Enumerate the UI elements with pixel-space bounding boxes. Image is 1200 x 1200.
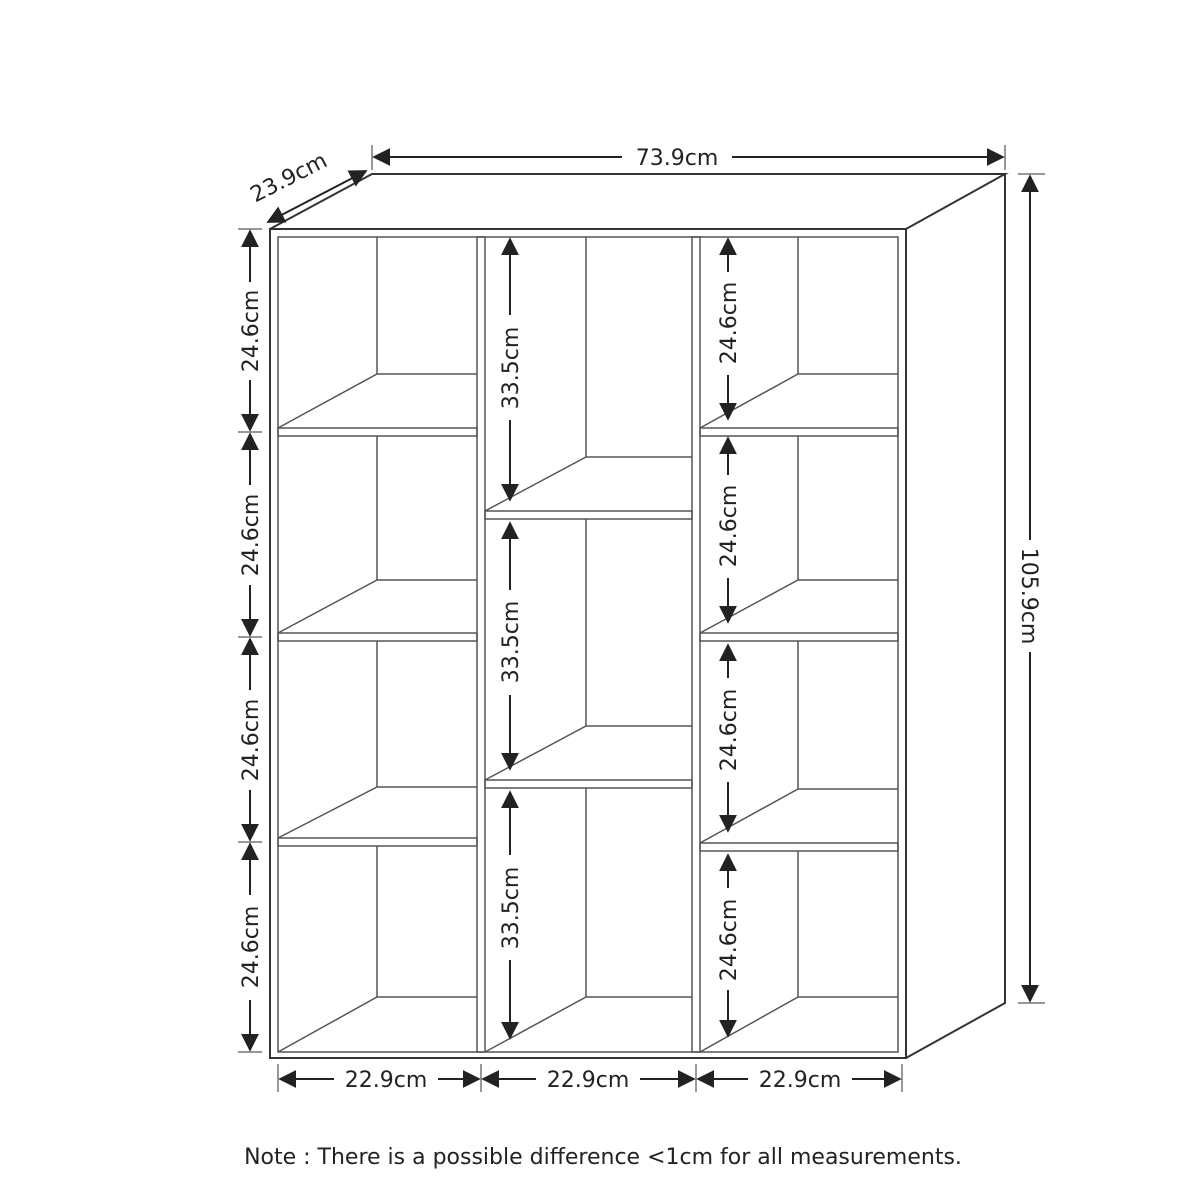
center-row2-label: 33.5cm	[499, 600, 524, 684]
left-row3-label: 24.6cm	[239, 698, 264, 782]
cube-width-right-label: 22.9cm	[758, 1068, 842, 1093]
cube-width-left-label: 22.9cm	[344, 1068, 428, 1093]
front-frame	[270, 229, 906, 1058]
left-row1-label: 24.6cm	[239, 289, 264, 373]
left-column	[278, 237, 477, 1052]
right-row-dimensions	[717, 239, 742, 1036]
center-row3-label: 33.5cm	[499, 866, 524, 950]
height-dimension	[1016, 174, 1045, 1003]
center-row1-label: 33.5cm	[499, 326, 524, 410]
depth-label: 23.9cm	[246, 148, 332, 209]
right-row2-label: 24.6cm	[717, 484, 742, 568]
left-row-dimensions	[238, 229, 264, 1052]
divider-left	[477, 237, 485, 1052]
inner-frame	[278, 237, 898, 1052]
divider-right	[692, 237, 700, 1052]
left-row4-label: 24.6cm	[239, 905, 264, 989]
bookcase	[270, 174, 1005, 1058]
height-label: 105.9cm	[1016, 547, 1041, 645]
measurement-note: Note : There is a possible difference <1cm for all measurements.	[244, 1145, 962, 1170]
depth-dimension	[247, 148, 366, 222]
side-panel	[906, 174, 1005, 1058]
left-row2-label: 24.6cm	[239, 493, 264, 577]
right-row4-label: 24.6cm	[717, 898, 742, 982]
top-panel	[270, 174, 1005, 229]
width-dimension	[372, 145, 1005, 171]
width-label: 73.9cm	[635, 146, 719, 171]
cube-width-center-label: 22.9cm	[546, 1068, 630, 1093]
right-row3-label: 24.6cm	[717, 688, 742, 772]
center-row-dimensions	[499, 239, 524, 1038]
right-row1-label: 24.6cm	[717, 281, 742, 365]
bottom-width-dimensions	[278, 1064, 902, 1093]
